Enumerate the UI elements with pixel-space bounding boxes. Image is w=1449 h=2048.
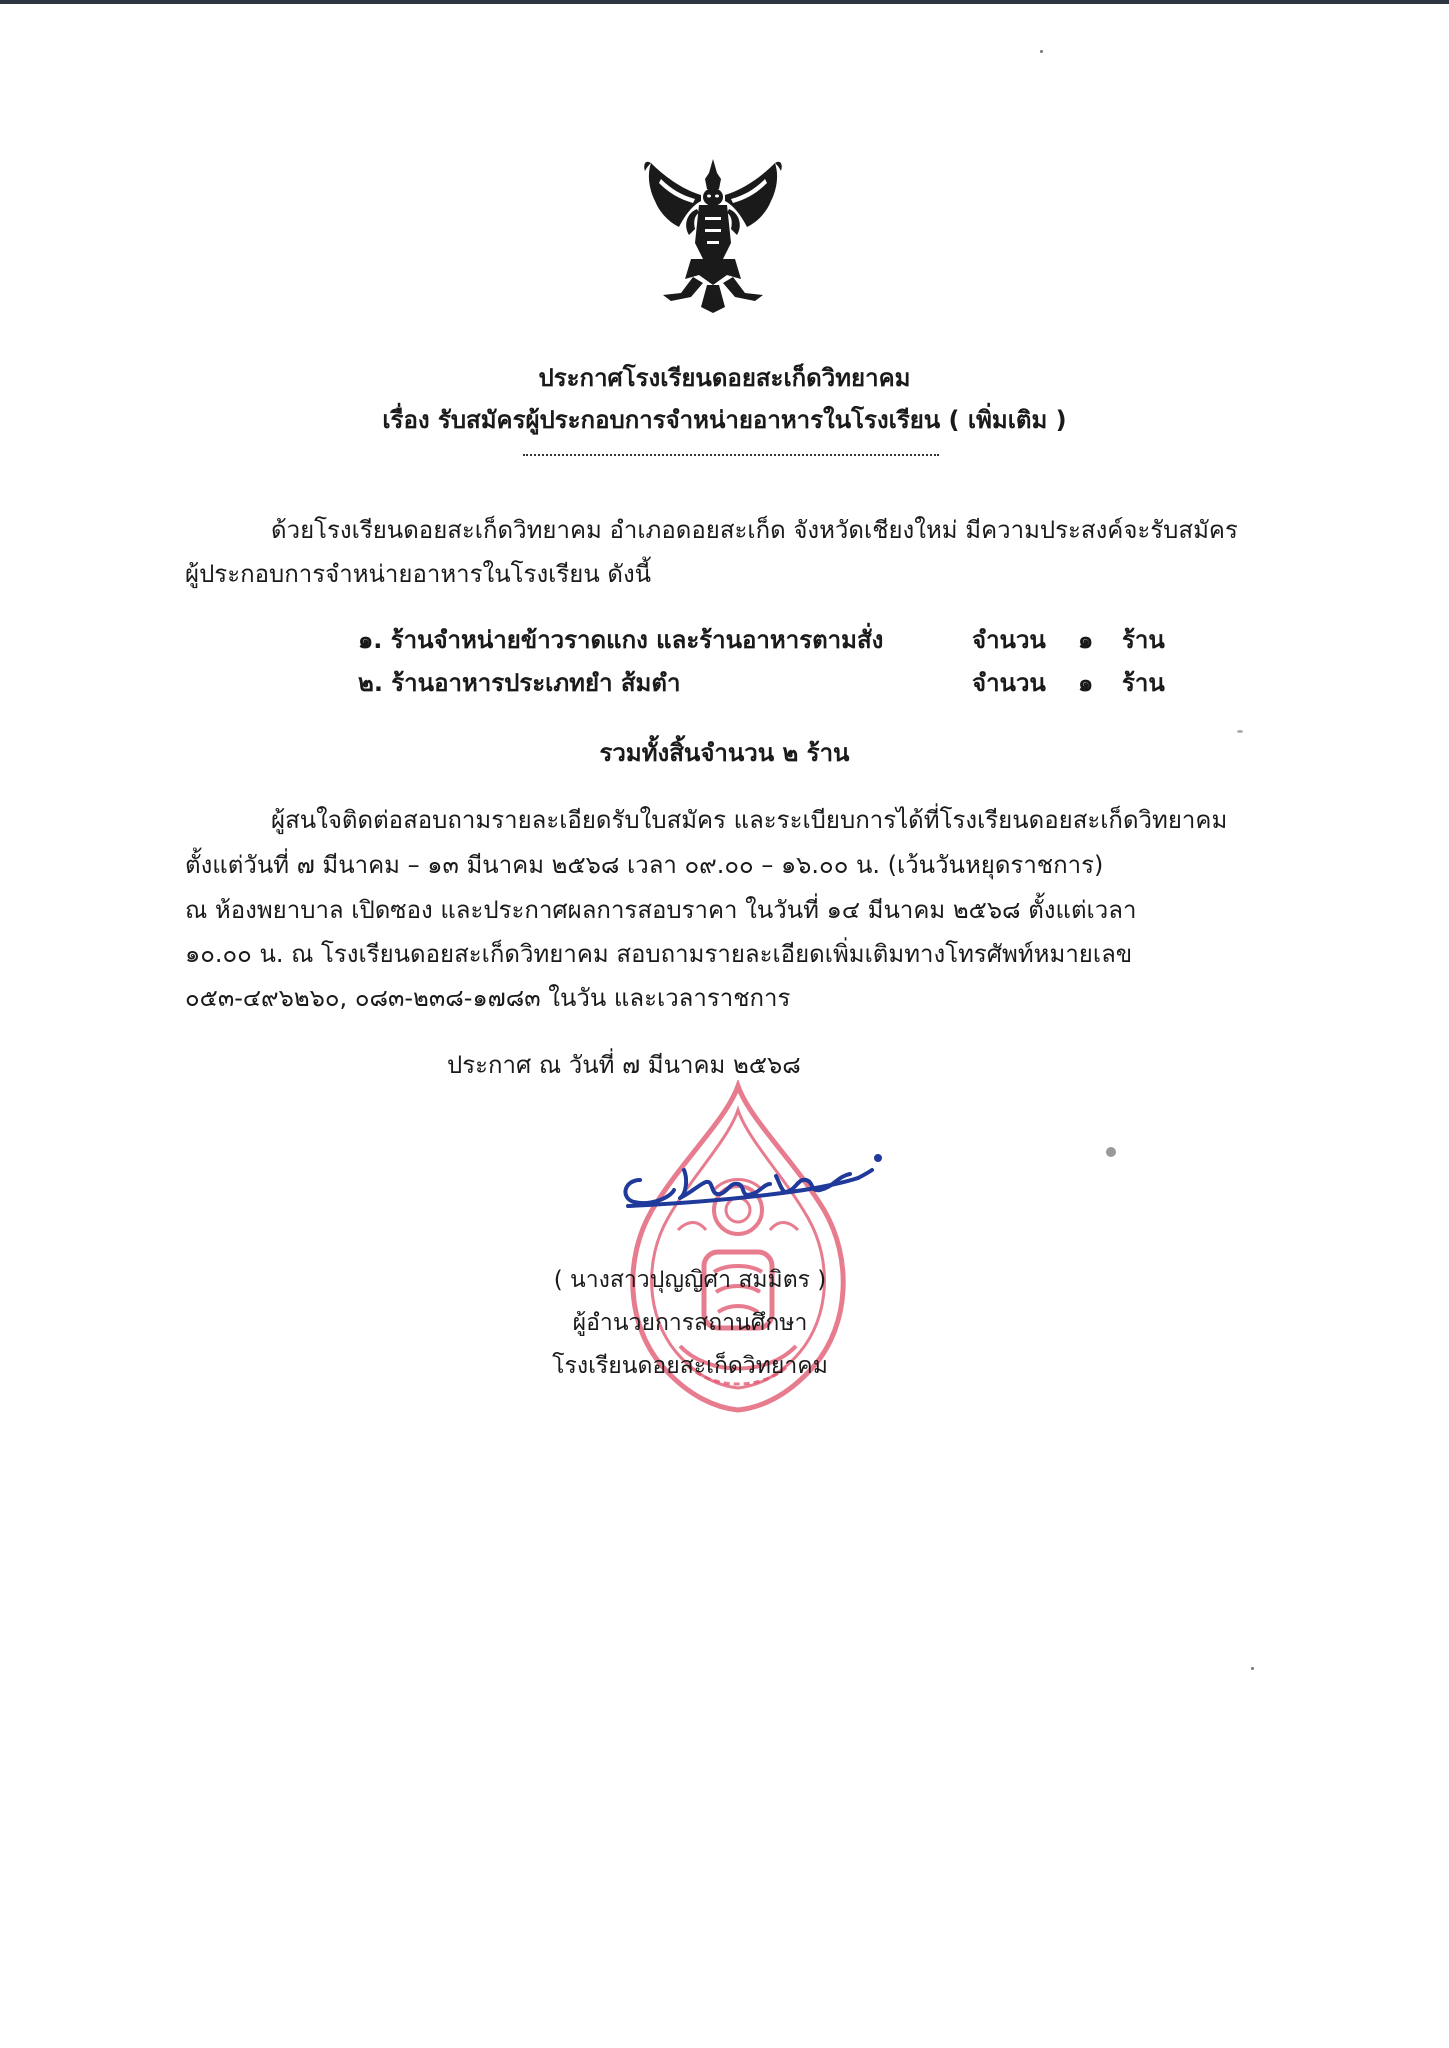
intro-line-1: ด้วยโรงเรียนดอยสะเก็ดวิทยาคม อำเภอดอยสะเก็ด จังหวัดเชียงใหม่ มีความประสงค์จะรับสมัคร [271,516,1238,544]
signer-name: ( นางสาวปุญญิศา สมมิตร ) [553,1267,827,1293]
details-line-4: ๑๐.๐๐ น. ณ โรงเรียนดอยสะเก็ดวิทยาคม สอบถามรายละเอียดเพิ่มเติมทางโทรศัพท์หมายเลข [185,940,1133,968]
details-line-5: ๐๕๓-๔๙๖๒๖๐, ๐๘๓-๒๓๘-๑๗๘๓ ในวัน และเวลาราชการ [185,984,791,1012]
signer-position: ผู้อำนวยการสถานศึกษา [572,1310,808,1336]
total-line: รวมทั้งสิ้นจำนวน ๒ ร้าน [599,739,850,767]
item-2-qty-label: จำนวน [972,669,1046,697]
item-1-qty: ๑ [1078,626,1094,654]
item-1-name: ๑. ร้านจำหน่ายข้าวราดแกง และร้านอาหารตามสั่ง [358,626,884,654]
item-2-unit: ร้าน [1122,669,1165,697]
title-divider [523,454,939,456]
item-2-qty: ๑ [1078,669,1094,697]
garuda-emblem-icon [641,155,785,315]
scan-speck [1251,1667,1254,1670]
details-line-3: ณ ห้องพยาบาล เปิดซอง และประกาศผลการสอบราคา ในวันที่ ๑๔ มีนาคม ๒๕๖๘ ตั้งแต่เวลา [185,896,1137,924]
handwritten-signature [610,1140,890,1230]
scan-speck [1040,50,1043,53]
document-title: ประกาศโรงเรียนดอยสะเก็ดวิทยาคม [538,364,911,392]
announce-date: ประกาศ ณ วันที่ ๗ มีนาคม ๒๕๖๘ [447,1051,801,1079]
signer-organization: โรงเรียนดอยสะเก็ดวิทยาคม [552,1353,828,1379]
details-line-2: ตั้งแต่วันที่ ๗ มีนาคม – ๑๓ มีนาคม ๒๕๖๘ เวลา ๐๙.๐๐ – ๑๖.๐๐ น. (เว้นวันหยุดราชการ) [185,851,1104,879]
scan-speck [1237,730,1243,733]
details-line-1: ผู้สนใจติดต่อสอบถามรายละเอียดรับใบสมัคร และระเบียบการได้ที่โรงเรียนดอยสะเก็ดวิทยาคม [271,806,1228,834]
intro-line-2: ผู้ประกอบการจำหน่ายอาหารในโรงเรียน ดังนี้ [185,560,652,588]
item-1-qty-label: จำนวน [972,626,1046,654]
document-subject: เรื่อง รับสมัครผู้ประกอบการจำหน่ายอาหารในโรงเรียน ( เพิ่มเติม ) [382,406,1067,434]
scan-top-edge [0,0,1449,4]
item-2-name: ๒. ร้านอาหารประเภทยำ ส้มตำ [358,669,681,697]
scan-speck [1106,1147,1116,1157]
item-1-unit: ร้าน [1122,626,1165,654]
